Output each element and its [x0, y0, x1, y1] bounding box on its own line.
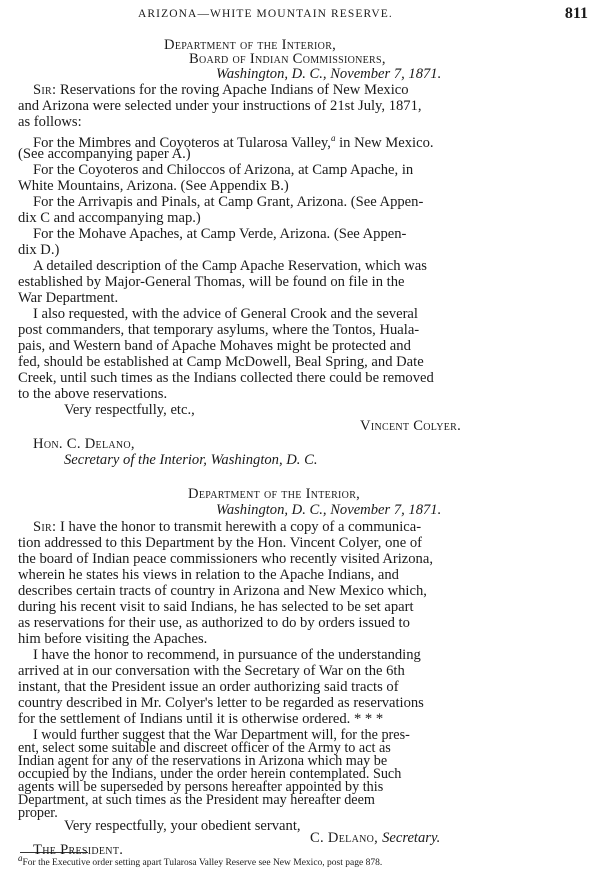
letter2-heading-2: Washington, D. C., November 7, 1871. — [216, 502, 442, 518]
letter2-paragraph-1-line-3: the board of Indian peace commissioners who recently visited Arizona, — [18, 551, 433, 567]
letter2-signature — [310, 830, 440, 846]
letter2-paragraph-1-line-8: him before visiting the Apaches. — [18, 631, 208, 647]
letter2-paragraph-3-line-1: I would further suggest that the War Department will, for the pres- — [33, 727, 410, 743]
letter2-paragraph-3-line-6: Department, at such times as the President may hereafter deem — [18, 792, 375, 808]
letter2-paragraph-2-line-1: I have the honor to recommend, in pursuance of the understanding — [33, 647, 421, 663]
footnote — [18, 855, 382, 867]
footnote-line-1: For the Executive order setting apart Tularosa Valley Reserve see New Mexico, — [22, 858, 328, 869]
letter2-paragraph-1-line-6: during his recent visit to said Indians, he has selected to be set apart — [18, 599, 414, 615]
letter2-paragraph-1-line-1: Sir: I have the honor to transmit herewith a copy of a communica- — [33, 519, 422, 535]
letter1-paragraph-2-line-2: established by Major-General Thomas, will be found on file in the — [18, 274, 405, 290]
letter2-paragraph-3-line-3: Indian agent for any of the reservations in Arizona which may be — [18, 753, 388, 769]
letter1-paragraph-3-line-6: to the above reservations. — [18, 386, 168, 402]
letter1-heading-2: Board of Indian Commissioners, — [189, 51, 386, 67]
letter1-addressee-title: Secretary of the Interior, Washington, D. C. — [64, 452, 318, 468]
list-item-arrivapis: For the Arrivapis and Pinals, at Camp Grant, Arizona. (See Appen- — [33, 194, 424, 210]
letter1-paragraph-1-line-2: and Arizona were selected under your instructions of 21st July, 1871, — [18, 98, 422, 114]
letter2-paragraph-2-line-5: for the settlement of Indians until it is otherwise ordered. * * * — [18, 711, 384, 727]
list-item-mimbres-cont: (See accompanying paper A.) — [18, 146, 191, 162]
list-item-mohave: For the Mohave Apaches, at Camp Verde, Arizona. (See Appen- — [33, 226, 407, 242]
letter1-paragraph-3-line-5: Creek, until such times as the Indians collected there could be removed — [18, 370, 434, 386]
letter2-paragraph-2-line-2: arrived at in our conversation with the Secretary of War on the 6th — [18, 663, 405, 679]
letter2-paragraph-1-line-7: as reservations for their use, as authorized to do by orders issued to — [18, 615, 410, 631]
list-item-mohave-cont: dix D.) — [18, 242, 60, 258]
running-head-title: ARIZONA—WHITE MOUNTAIN RESERVE. — [138, 8, 393, 20]
salutation: Sir: — [33, 82, 57, 98]
list-item-coyoteros-cont: White Mountains, Arizona. (See Appendix B.) — [18, 178, 289, 194]
list-item-mimbres: For the Mimbres and Coyoteros at Tularosa Valley,$^a$ in New Mexico. — [33, 133, 434, 151]
letter1-paragraph-2-line-3: War Department. — [18, 290, 119, 306]
letter2-signature-title: Secretary. — [382, 830, 441, 846]
letter1-paragraph-3-line-2: post commanders, that temporary asylums, where the Tontos, Huala- — [18, 322, 420, 338]
letter2-closing: Very respectfully, your obedient servant, — [64, 818, 301, 834]
letter1-paragraph-2-line-1: A detailed description of the Camp Apache Reservation, which was — [33, 258, 427, 274]
running-head — [18, 6, 590, 24]
letter2-paragraph-3-line-2: ent, select some suitable and discreet officer of the Army to act as — [18, 740, 391, 756]
letter2-paragraph-1-line-4: wherein he states his views in relation to the Apache Indians, and — [18, 567, 399, 583]
letter1-paragraph-1-line-1: Sir: Reservations for the roving Apache Indians of New Mexico — [33, 82, 409, 98]
letter2-paragraph-1-line-5: describes certain tracts of country in Arizona and New Mexico which, — [18, 583, 427, 599]
letter2-paragraph-3-line-5: agents will be superseded by persons hereafter appointed by this — [18, 779, 384, 795]
letter2-signature-name: C. Delano, — [310, 830, 383, 846]
letter1-addressee: Hon. C. Delano, — [33, 436, 135, 452]
list-item-coyoteros: For the Coyoteros and Chiloccos of Arizona, at Camp Apache, in — [33, 162, 414, 178]
letter2-paragraph-3-line-7: proper. — [18, 805, 58, 821]
letter2-paragraph-2-line-3: instant, that the President issue an order authorizing said tracts of — [18, 679, 399, 695]
letter1-paragraph-3-line-4: fed, should be established at Camp McDowell, Beal Spring, and Date — [18, 354, 424, 370]
letter1-signature: Vincent Colyer. — [360, 418, 462, 434]
letter2-paragraph-3-line-4: occupied by the Indians, under the order herein contemplated. Such — [18, 766, 402, 782]
letter1-heading-3: Washington, D. C., November 7, 1871. — [216, 66, 442, 82]
page-number: 811 — [564, 5, 588, 22]
letter1-heading-1: Department of the Interior, — [164, 37, 337, 53]
letter2-paragraph-1-line-2: tion addressed to this Department by the Hon. Vincent Colyer, one of — [18, 535, 422, 551]
letter2-heading-1: Department of the Interior, — [188, 486, 361, 502]
letter1-paragraph-1-line-3: as follows: — [18, 114, 82, 130]
footnote-marker: a — [18, 853, 23, 863]
footnote-line-2: post page 878. — [327, 858, 383, 869]
footnote-ref: a — [330, 133, 336, 143]
letter1-paragraph-3-line-3: pais, and Western band of Apache Mohaves might be protected and — [18, 338, 411, 354]
letter1-closing: Very respectfully, etc., — [64, 402, 195, 418]
letter2-paragraph-2-line-4: country described in Mr. Colyer's letter to be regarded as reservations — [18, 695, 424, 711]
list-item-arrivapis-cont: dix C and accompanying map.) — [18, 210, 201, 226]
salutation: Sir: — [33, 519, 57, 535]
letter1-paragraph-3-line-1: I also requested, with the advice of General Crook and the several — [33, 306, 418, 322]
letter2-addressee: The President. — [33, 842, 124, 858]
